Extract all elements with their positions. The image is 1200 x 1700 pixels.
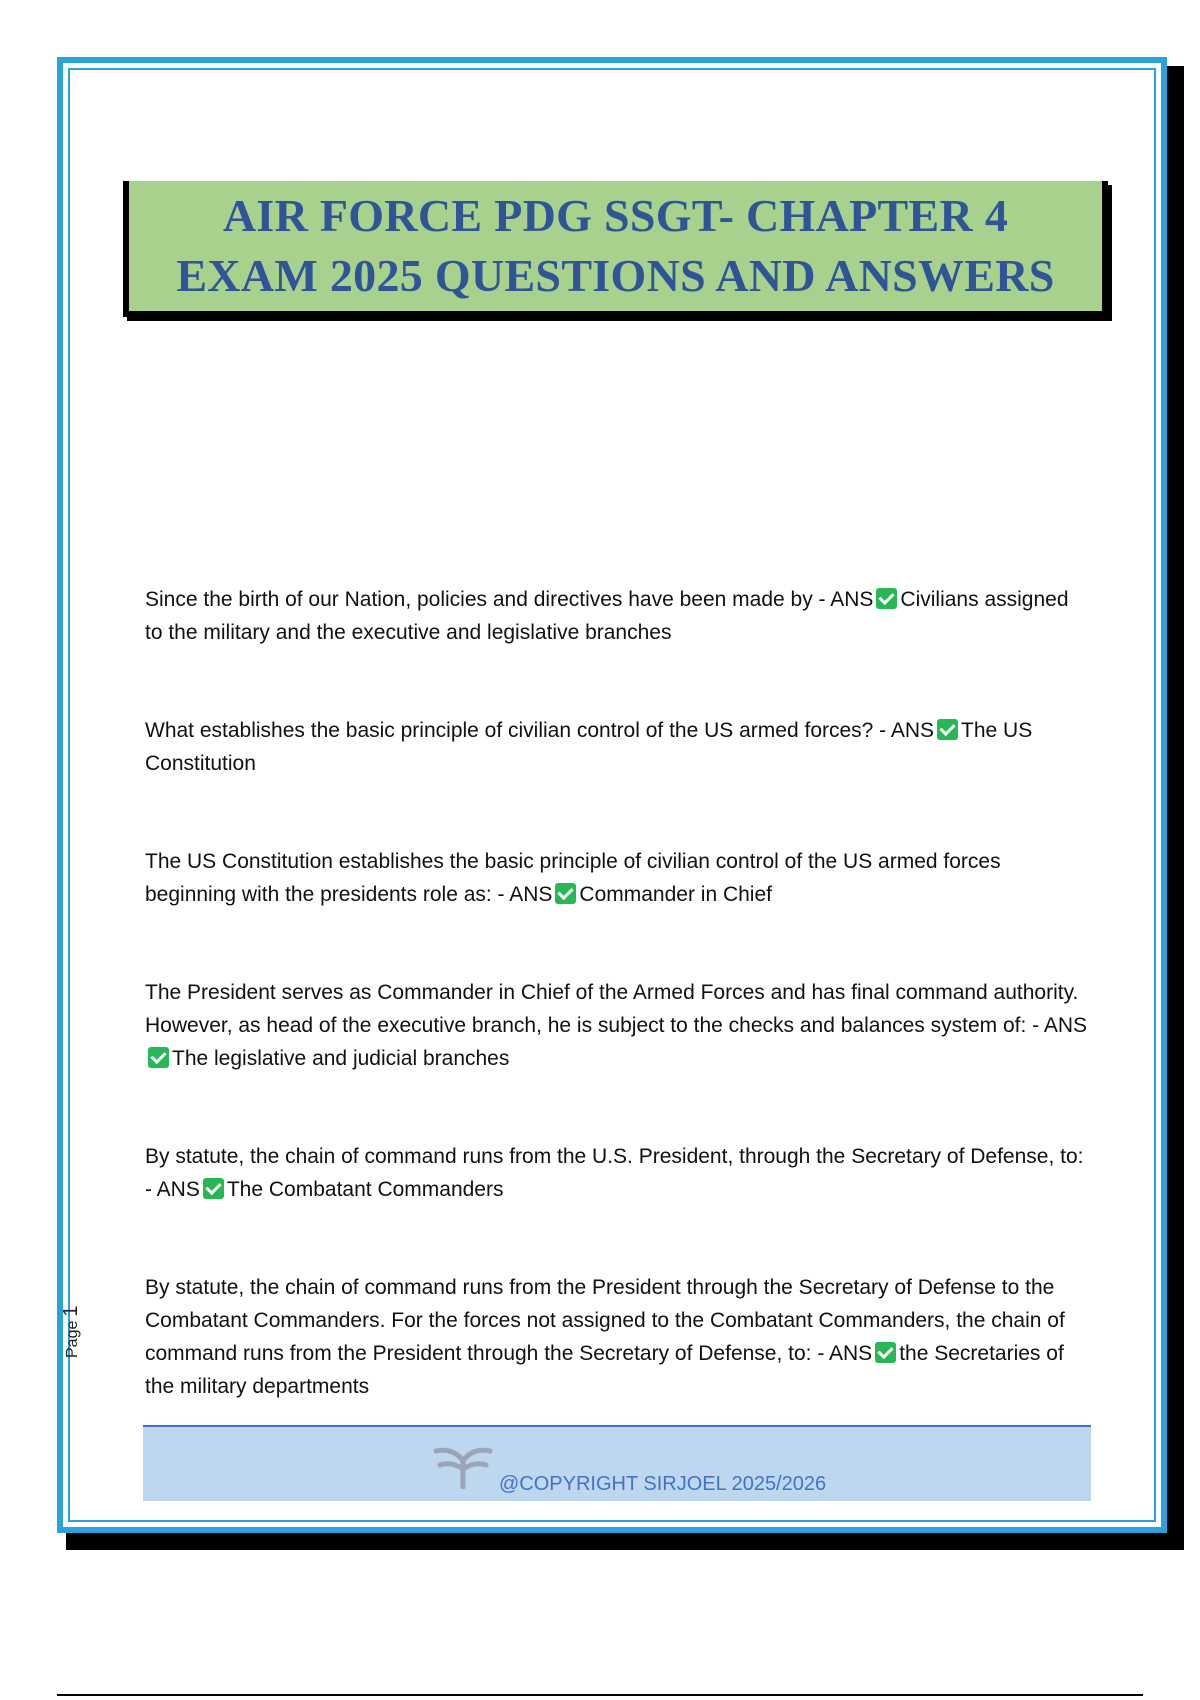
title-banner — [123, 181, 1108, 317]
footer-band — [143, 1425, 1091, 1501]
tree-logo-icon — [428, 1439, 498, 1489]
qa-list — [145, 562, 1090, 1468]
answer-text: Civilians assigned to the military and the executive and legislative branches — [145, 588, 1069, 644]
answer-text: The Combatant Commanders — [226, 1178, 504, 1201]
question-text: By statute, the chain of command runs from the U.S. President, through the Secretary of Defense, to: - ANS — [145, 1145, 1084, 1201]
title-line-1: AIR FORCE PDG SSGT- CHAPTER 4 — [222, 190, 1009, 241]
qa-item-2 — [145, 714, 1090, 780]
check-mark-icon — [876, 588, 897, 609]
qa-item-4 — [145, 976, 1090, 1075]
answer-text: Commander in Chief — [579, 883, 772, 906]
question-text: Since the birth of our Nation, policies and directives have been made by - ANS — [145, 588, 874, 611]
title-line-2: EXAM 2025 QUESTIONS AND ANSWERS — [176, 250, 1055, 301]
answer-text: The US Constitution — [145, 719, 1033, 775]
footer-copyright: @COPYRIGHT SIRJOEL 2025/2026 — [499, 1473, 827, 1495]
question-text: The President serves as Commander in Chief of the Armed Forces and has final command authority. However, as head of the executive branch, he is subject to the checks and balances system of: - ANS — [145, 981, 1088, 1037]
question-text: By statute, the chain of command runs from the President through the Secretary of Defense to the Combatant Commanders. For the forces not assigned to the Combatant Commanders, the chain of command runs from the President through the Secretary of Defense, to: - ANS — [145, 1276, 1065, 1365]
qa-item-6 — [145, 1271, 1090, 1403]
check-mark-icon — [555, 883, 576, 904]
question-text: What establishes the basic principle of civilian control of the US armed forces? - ANS — [145, 719, 935, 742]
question-text: The US Constitution establishes the basic principle of civilian control of the US armed forces beginning with the presidents role as: - ANS — [145, 850, 1001, 906]
side-page-label — [60, 1306, 83, 1359]
answer-text: the Secretaries of the military departments — [145, 1342, 1064, 1398]
check-mark-icon — [875, 1342, 896, 1363]
page-number: 1 — [60, 1305, 82, 1317]
qa-item-1 — [145, 583, 1090, 649]
check-mark-icon — [203, 1178, 224, 1199]
side-page-text: Page — [64, 1320, 81, 1358]
qa-item-5 — [145, 1140, 1090, 1206]
bottom-rule — [57, 1694, 1143, 1696]
answer-text: The legislative and judicial branches — [172, 1047, 510, 1070]
check-mark-icon — [148, 1047, 169, 1068]
check-mark-icon — [937, 719, 958, 740]
qa-item-3 — [145, 845, 1090, 911]
